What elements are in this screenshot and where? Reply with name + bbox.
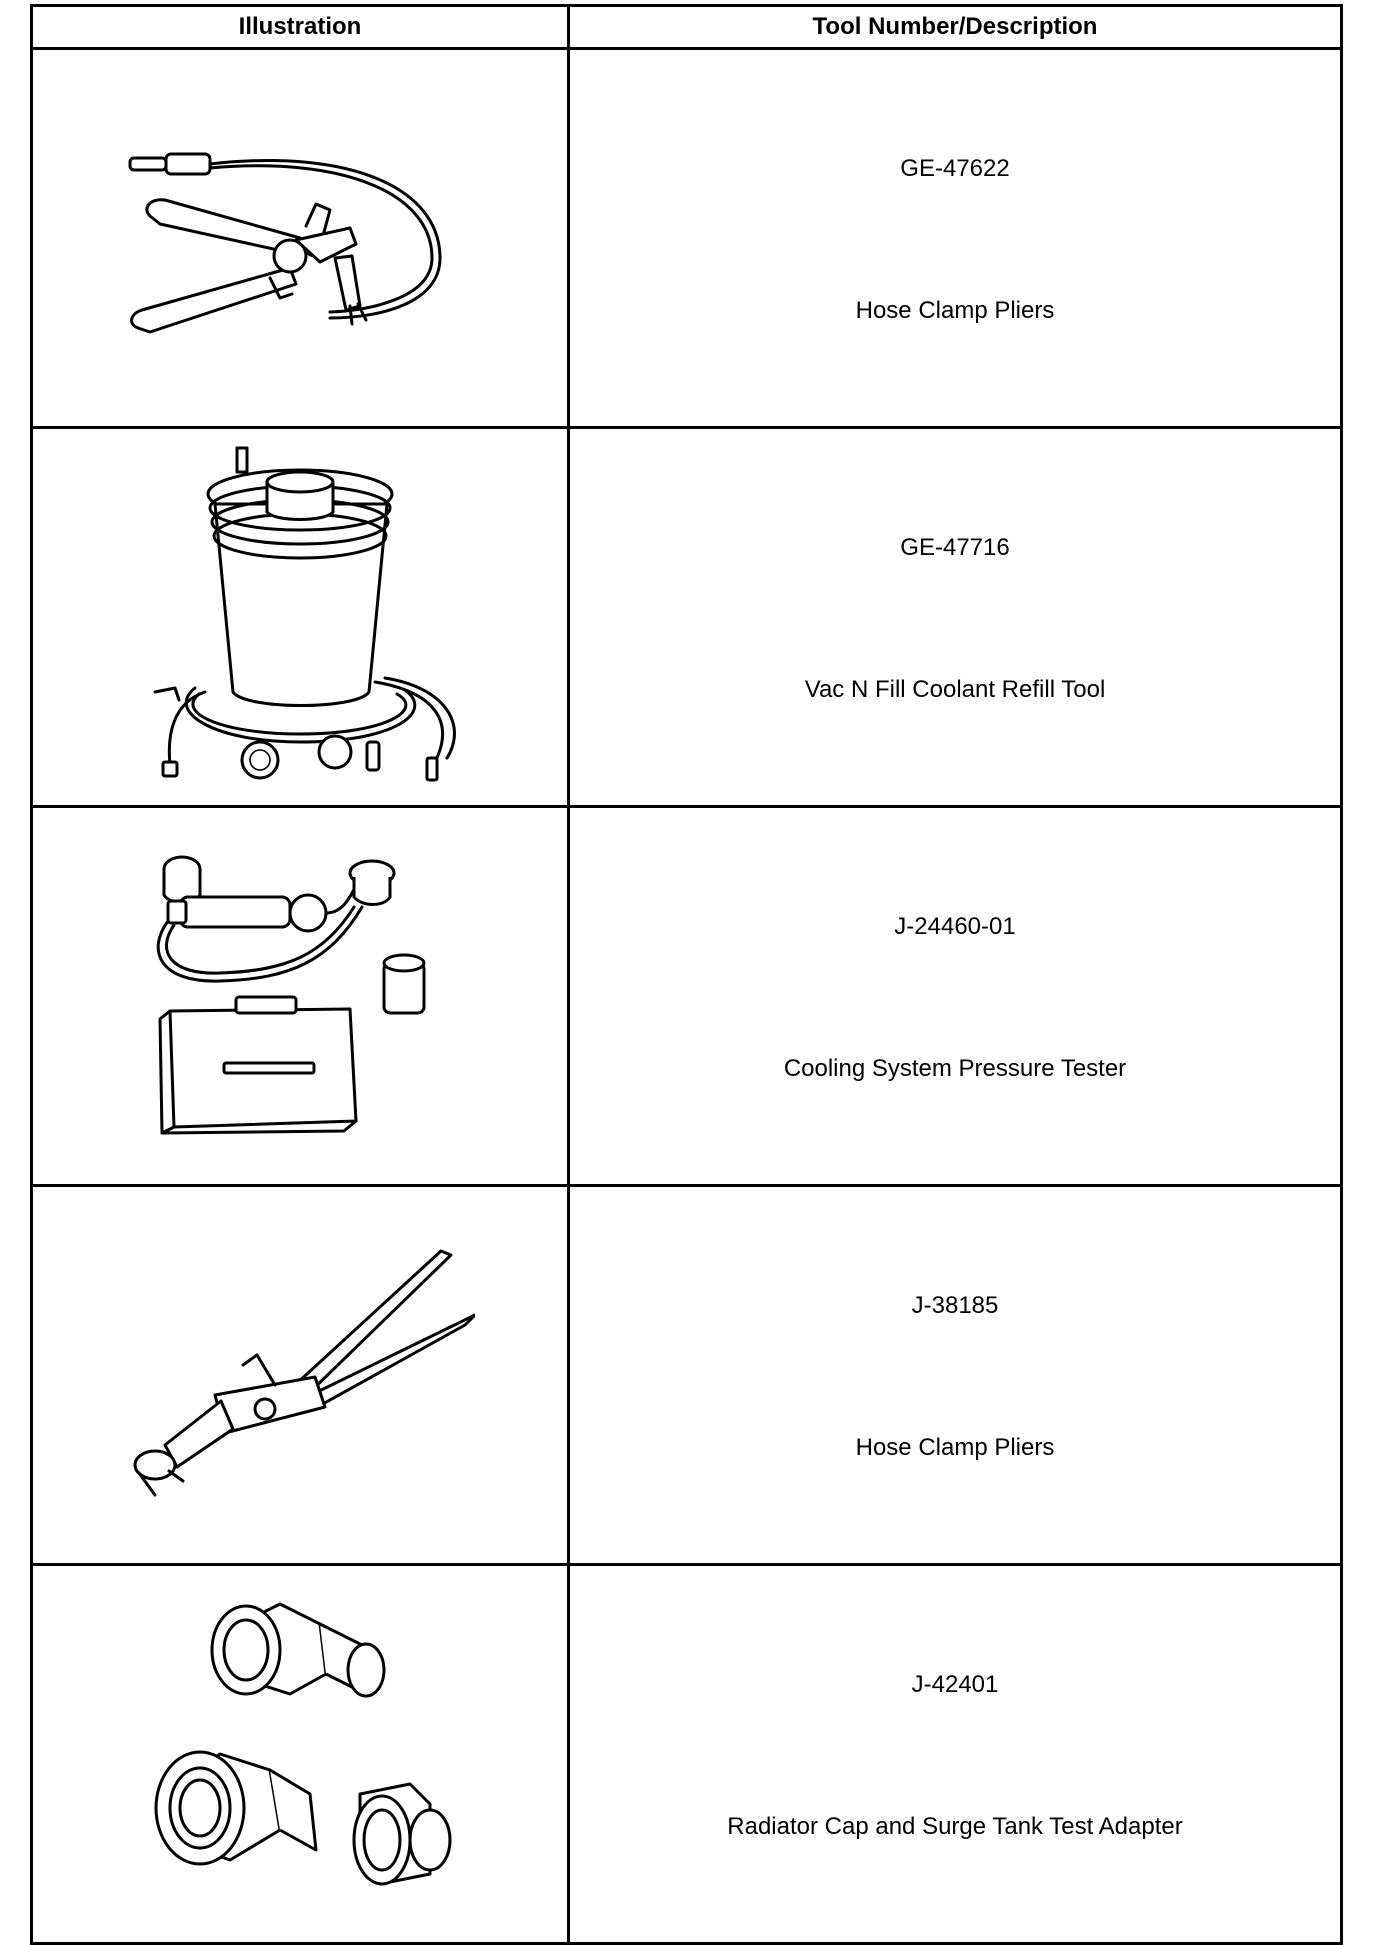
- tool-info-cell: [569, 49, 1342, 428]
- illustration-cell: [32, 1186, 569, 1565]
- table-row: [32, 428, 1342, 807]
- vac-n-fill-refill-tool-icon: [135, 442, 465, 792]
- table-header-row: [32, 6, 1342, 49]
- radiator-cap-adapter-icon: [130, 1584, 470, 1924]
- tool-number: J-38185: [911, 1292, 999, 1319]
- table-row: [32, 807, 1342, 1186]
- illustration-cell: [32, 428, 569, 807]
- cable-hose-clamp-pliers-icon: [120, 128, 480, 348]
- table-row: [32, 1186, 1342, 1565]
- tool-info-cell: [569, 1565, 1342, 1944]
- tool-description: Cooling System Pressure Tester: [783, 1055, 1127, 1082]
- tool-info-cell: [569, 1186, 1342, 1565]
- tool-info-cell: [569, 428, 1342, 807]
- tool-description: Radiator Cap and Surge Tank Test Adapter: [727, 1813, 1183, 1840]
- tool-number: GE-47716: [900, 534, 1010, 561]
- tool-number: GE-47622: [900, 155, 1010, 182]
- tool-description: Hose Clamp Pliers: [855, 1434, 1055, 1461]
- hose-clamp-pliers-icon: [125, 1245, 475, 1505]
- tool-description: Vac N Fill Coolant Refill Tool: [804, 676, 1106, 703]
- illustration-cell: [32, 49, 569, 428]
- tool-number: J-42401: [911, 1671, 999, 1698]
- tool-info-cell: [569, 807, 1342, 1186]
- special-tools-table: [30, 4, 1343, 1945]
- tool-number: J-24460-01: [894, 913, 1016, 940]
- illustration-cell: [32, 1565, 569, 1944]
- tool-column-header: Tool Number/Description: [569, 6, 1342, 49]
- illustration-column-header: Illustration: [32, 6, 569, 49]
- tool-description: Hose Clamp Pliers: [855, 297, 1055, 324]
- illustration-cell: [32, 807, 569, 1186]
- pressure-tester-kit-icon: [140, 851, 460, 1141]
- table-row: [32, 49, 1342, 428]
- table-row: [32, 1565, 1342, 1944]
